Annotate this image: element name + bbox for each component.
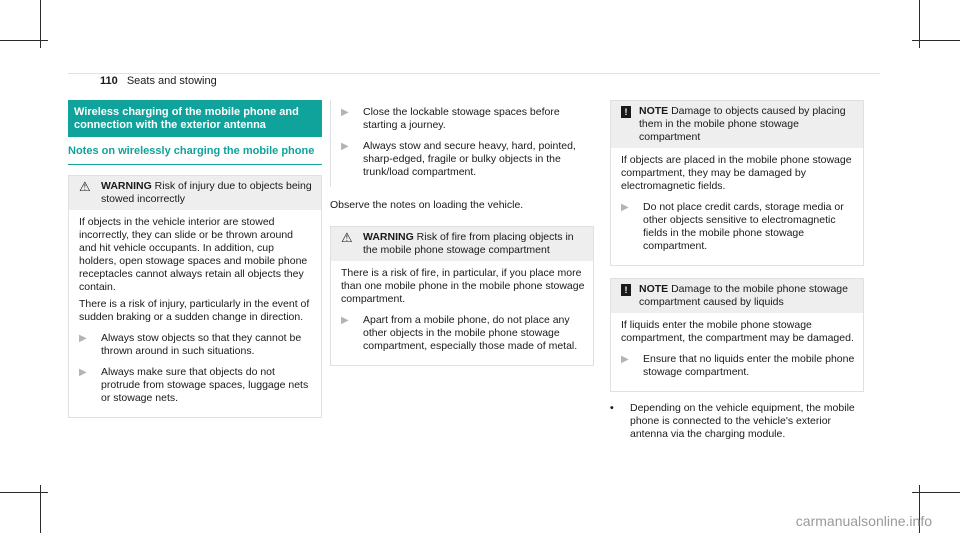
note-keyword: NOTE [639, 105, 669, 117]
step-text: Ensure that no liquids enter the mobile phone stowage compartment. [643, 353, 855, 378]
column-2 [330, 100, 594, 366]
note-exclamation-icon: ! [621, 284, 631, 296]
arrow-right-icon: ▶ [79, 367, 87, 378]
warning-continuation [330, 100, 594, 187]
note-box [610, 100, 864, 266]
warning-paragraph: There is a risk of injury, particularly in the event of sudden braking or a sudden change in direction. [79, 298, 310, 323]
watermark: carmanualsonline.info [795, 513, 932, 529]
warning-header [331, 227, 593, 261]
step-text: Always stow objects so that they cannot be thrown around in such situations. [101, 332, 302, 357]
crop-mark [912, 40, 960, 41]
warning-triangle-icon: ⚠ [341, 230, 353, 245]
crop-mark [912, 492, 960, 493]
warning-title: Risk of fire from placing objects in the mobile phone stowage compartment [363, 231, 574, 256]
bullet-icon: • [610, 402, 614, 414]
step-item [621, 353, 855, 379]
step-item [341, 106, 594, 132]
note-header [611, 279, 863, 313]
note-paragraph: If liquids enter the mobile phone stowage compartment, the compartment may be damaged. [621, 319, 854, 344]
column-1 [68, 100, 322, 418]
step-text: Apart from a mobile phone, do not place any other objects in the mobile phone stowage compartment, especially those made of metal. [363, 314, 578, 352]
note-exclamation-icon: ! [621, 106, 631, 118]
step-item [341, 140, 594, 179]
warning-title: Risk of injury due to objects being stowed incorrectly [101, 180, 312, 205]
step-item [79, 332, 313, 358]
step-text: Always stow and secure heavy, hard, pointed, sharp-edged, fragile or bulky objects in the trunk/load compartment. [363, 140, 576, 178]
arrow-right-icon: ▶ [341, 107, 349, 118]
arrow-right-icon: ▶ [621, 354, 629, 365]
arrow-right-icon: ▶ [79, 333, 87, 344]
warning-paragraph: There is a risk of fire, in particular, if you place more than one mobile phone in the mobile phone stowage compartment. [341, 267, 585, 305]
arrow-right-icon: ▶ [341, 315, 349, 326]
step-item [341, 314, 585, 353]
note-header [611, 101, 863, 148]
warning-box [68, 175, 322, 418]
warning-box [330, 226, 594, 366]
subsection-heading: Notes on wirelessly charging the mobile phone [68, 145, 322, 165]
section-heading: Wireless charging of the mobile phone and connection with the exterior antenna [68, 100, 322, 137]
list-item [610, 402, 864, 441]
note-body [611, 313, 863, 391]
section-title: Seats and stowing [126, 75, 217, 87]
arrow-right-icon: ▶ [341, 141, 349, 152]
warning-paragraph: If objects in the vehicle interior are stowed incorrectly, they can slide or be thrown around and hit vehicle occupants. In addition, cup holders, open stowage spaces and mobile phone receptacles cannot always retain all objects they contain. [79, 216, 308, 293]
arrow-right-icon: ▶ [621, 202, 629, 213]
page-header [100, 75, 217, 87]
note-body [611, 148, 863, 265]
note-title: Damage to objects caused by placing them in the mobile phone stowage compartment [639, 105, 846, 143]
note-keyword: NOTE [639, 283, 669, 295]
list-item-text: Depending on the vehicle equipment, the mobile phone is connected to the vehicle's exterior antenna via the charging module. [630, 402, 855, 440]
warning-keyword: WARNING [101, 180, 152, 192]
note-paragraph: If objects are placed in the mobile phone stowage compartment, they may be damaged by electromagnetic fields. [621, 154, 852, 192]
header-divider [68, 73, 880, 74]
note-box [610, 278, 864, 392]
warning-keyword: WARNING [363, 231, 414, 243]
crop-mark [0, 40, 48, 41]
step-item [621, 201, 855, 253]
crop-mark [0, 492, 48, 493]
warning-header [69, 176, 321, 210]
column-3 [610, 100, 864, 441]
step-text: Always make sure that objects do not protrude from stowage spaces, luggage nets or stowage nets. [101, 366, 309, 404]
warning-triangle-icon: ⚠ [79, 179, 91, 194]
warning-body [69, 210, 321, 417]
warning-body [331, 261, 593, 365]
step-item [79, 366, 313, 405]
step-text: Do not place credit cards, storage media or other objects sensitive to electromagnetic fields in the mobile phone stowage compartment. [643, 201, 844, 252]
note-title: Damage to the mobile phone stowage compartment caused by liquids [639, 283, 848, 308]
page-number: 110 [100, 75, 118, 87]
step-text: Close the lockable stowage spaces before starting a journey. [363, 106, 560, 131]
observe-text: Observe the notes on loading the vehicle. [330, 199, 524, 211]
